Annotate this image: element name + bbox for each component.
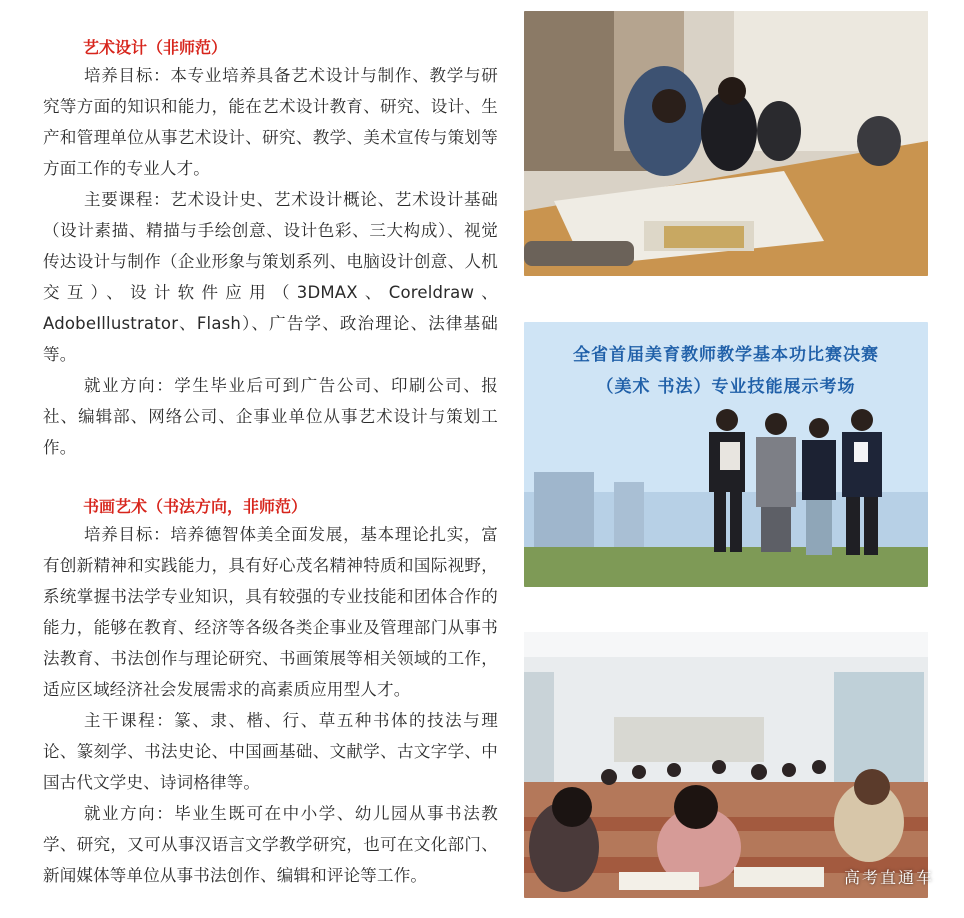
section-heading: 艺术设计（非师范） <box>83 38 228 57</box>
training-goal-text: 培养目标：培养德智体美全面发展，基本理论扎实，富有创新精神和实践能力，具有好心茂名精神特质和国际视野，系统掌握书法学专业知识，具有较强的专业技能和团体合作的能力，能够在教育、经济等各级各类企事业及管理部门从事书法教育、书法创作与理论研究、书画策展等相关领域的工作，适应区域经济社会发展需求的高素质应用型人才。 <box>43 525 498 699</box>
section-art-design <box>43 36 498 463</box>
section-heading: 书画艺术（书法方向，非师范） <box>83 497 308 516</box>
main-courses-text: 主要课程：艺术设计史、艺术设计概论、艺术设计基础（设计素描、精描与手绘创意、设计色彩、三大构成）、视觉传达设计与制作（企业形象与策划系列、电脑设计创意、人机交互）、设计软件应用（3DMAX、Coreldraw、AdobeIllustrator、Flash）、广告学、政治理论、法律基础等。 <box>43 190 498 364</box>
main-courses-text: 主干课程：篆、隶、楷、行、草五种书体的技法与理论、篆刻学、书法史论、中国画基础、文献学、古文字学、中国古代文学史、诗词格律等。 <box>43 711 498 792</box>
career-direction-text: 就业方向：学生毕业后可到广告公司、印刷公司、报社、编辑部、网络公司、企事业单位从事艺术设计与策划工作。 <box>43 376 498 457</box>
photo-calligraphy-classroom <box>524 632 928 898</box>
career-direction-text: 就业方向：毕业生既可在中小学、幼儿园从事书法教学、研究，又可从事汉语言文学教学研究，也可在文化部门、新闻媒体等单位从事书法创作、编辑和评论等工作。 <box>43 804 498 885</box>
photo-competition-group <box>524 322 928 587</box>
section-calligraphy <box>43 495 498 891</box>
photo-art-studio <box>524 11 928 276</box>
text-column <box>43 36 498 891</box>
banner-subtitle: （美术 书法）专业技能展示考场 <box>596 377 856 397</box>
banner-title: 全省首届美育教师教学基本功比赛决赛 <box>573 345 879 365</box>
training-goal-text: 培养目标：本专业培养具备艺术设计与制作、教学与研究等方面的知识和能力，能在艺术设计教育、研究、设计、生产和管理单位从事艺术设计、研究、教学、美术宣传与策划等方面工作的专业人才。 <box>43 66 498 178</box>
watermark: 高考直通车 <box>843 868 934 887</box>
